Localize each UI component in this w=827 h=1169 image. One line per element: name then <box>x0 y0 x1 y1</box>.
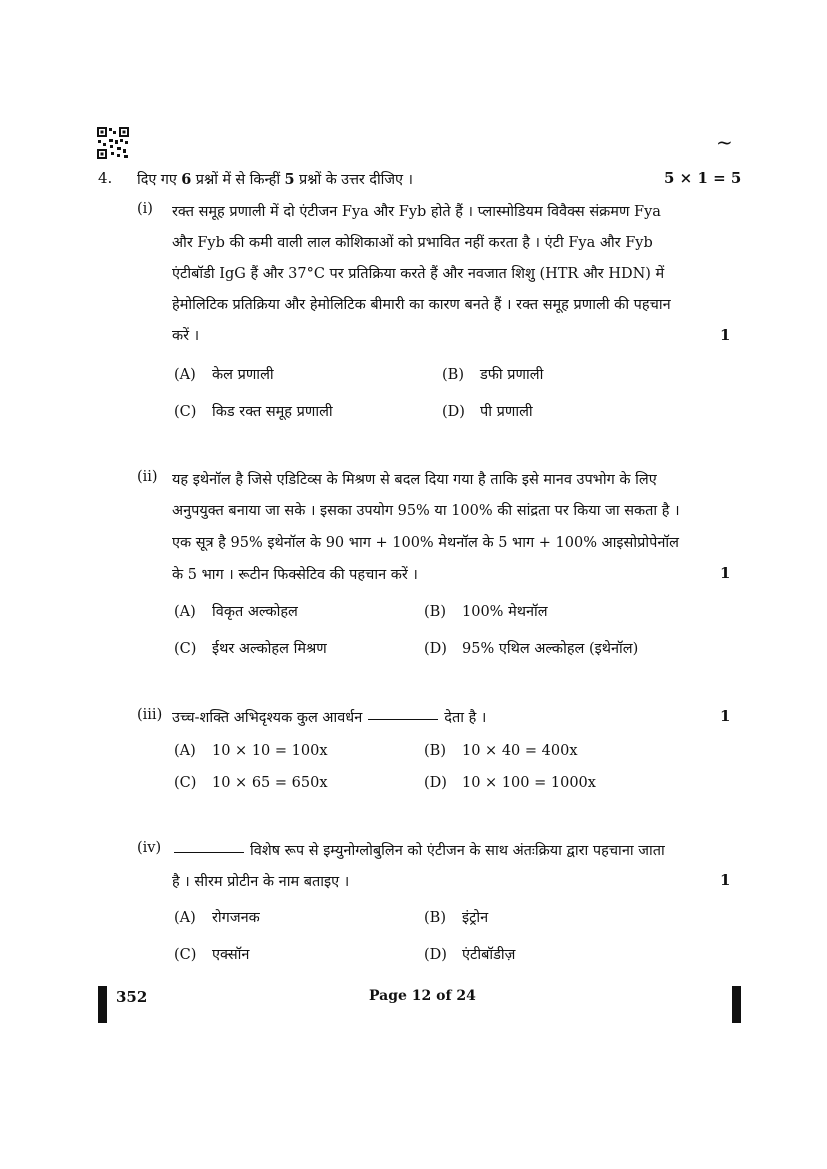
subq-3-label: (iii) <box>137 707 163 723</box>
subq-4-option-c: (C) एक्सॉन <box>174 947 250 963</box>
subq-1-option-b: (B) डफी प्रणाली <box>442 367 544 383</box>
subq-2-option-b: (B) 100% मेथनॉल <box>424 604 548 620</box>
subq-1-option-a: (A) केल प्रणाली <box>174 367 274 383</box>
subq-3-line: उच्च-शक्ति अभिदृश्यक कुल आवर्धन देता है । <box>172 710 487 726</box>
subq-2-marks: 1 <box>720 564 731 582</box>
answer-blank <box>368 718 438 720</box>
subq-1-line: करें । <box>172 328 200 344</box>
subq-2-line: एक सूत्र है 95% इथेनॉल के 90 भाग + 100% मेथनॉल के 5 भाग + 100% आइसोप्रोपेनॉल <box>172 535 679 551</box>
subq-4-marks: 1 <box>720 871 731 889</box>
subq-4-line: है । सीरम प्रोटीन के नाम बताइए । <box>172 874 350 890</box>
subq-2-line: यह इथेनॉल है जिसे एडिटिव्स के मिश्रण से बदल दिया गया है ताकि इसे मानव उपभोग के लिए <box>172 472 657 488</box>
subq-4-line: विशेष रूप से इम्युनोग्लोबुलिन को एंटीजन के साथ अंतःक्रिया द्वारा पहचाना जाता <box>172 840 665 860</box>
question-instruction: दिए गए 6 प्रश्नों में से किन्हीं 5 प्रश्नों के उत्तर दीजिए । <box>137 171 413 188</box>
subq-2-option-c: (C) ईथर अल्कोहल मिश्रण <box>174 641 327 657</box>
subq-1-option-d: (D) पी प्रणाली <box>442 404 533 420</box>
subq-3-option-c: (C) 10 × 65 = 650x <box>174 775 328 791</box>
page-number: Page 12 of 24 <box>369 988 476 1004</box>
subq-1-line: हेमोलिटिक प्रतिक्रिया और हेमोलिटिक बीमारी का कारण बनते हैं । रक्त समूह प्रणाली की पहचान <box>172 297 671 313</box>
right-margin-bar <box>732 986 741 1023</box>
subq-2-line: अनुपयुक्त बनाया जा सके । इसका उपयोग 95% या 100% की सांद्रता पर किया जा सकता है । <box>172 503 680 519</box>
left-margin-bar <box>98 986 107 1023</box>
subq-1-option-c: (C) किड रक्त समूह प्रणाली <box>174 404 333 420</box>
subq-2-line: के 5 भाग । रूटीन फिक्सेटिव की पहचान करें । <box>172 567 418 583</box>
subq-1-line: रक्त समूह प्रणाली में दो एंटीजन Fya और Fyb होते हैं । प्लास्मोडियम विवैक्स संक्रमण Fya <box>172 204 661 220</box>
subq-3-option-d: (D) 10 × 100 = 1000x <box>424 775 596 791</box>
subq-1-line: एंटीबॉडी IgG हैं और 37°C पर प्रतिक्रिया करते हैं और नवजात शिशु (HTR और HDN) में <box>172 266 665 282</box>
subq-2-option-d: (D) 95% एथिल अल्कोहल (इथेनॉल) <box>424 641 639 657</box>
subq-1-label: (i) <box>137 201 153 217</box>
answer-blank <box>174 851 244 853</box>
question-number: 4. <box>98 169 113 187</box>
subq-4-option-d: (D) एंटीबॉडीज़ <box>424 947 516 963</box>
subq-4-option-b: (B) इंट्रोन <box>424 910 489 926</box>
qr-code-icon <box>97 127 129 159</box>
subq-1-marks: 1 <box>720 326 731 344</box>
total-marks: 5 × 1 = 5 <box>664 169 742 187</box>
corner-mark: ~ <box>716 130 733 154</box>
subq-2-option-a: (A) विकृत अल्कोहल <box>174 604 298 620</box>
subq-3-marks: 1 <box>720 707 731 725</box>
subq-3-option-a: (A) 10 × 10 = 100x <box>174 743 328 759</box>
subq-4-option-a: (A) रोगजनक <box>174 910 260 926</box>
subq-3-option-b: (B) 10 × 40 = 400x <box>424 743 578 759</box>
paper-code: 352 <box>116 988 148 1006</box>
subq-1-line: और Fyb की कमी वाली लाल कोशिकाओं को प्रभावित नहीं करता है । एंटी Fya और Fyb <box>172 235 653 251</box>
subq-4-label: (iv) <box>137 840 162 856</box>
subq-2-label: (ii) <box>137 469 158 485</box>
